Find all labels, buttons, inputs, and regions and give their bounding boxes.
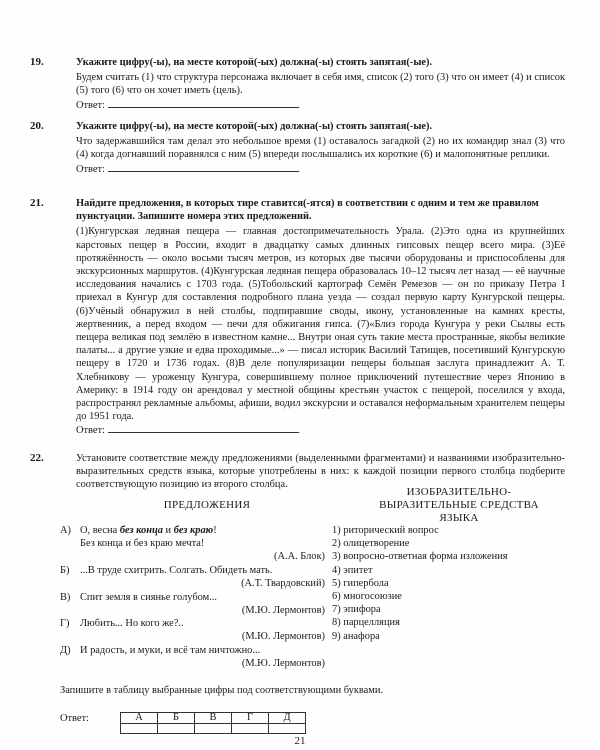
answer-dot: .: [297, 425, 301, 437]
answer-table: [120, 712, 306, 734]
task-text: (1)Кунгурская ледяная пещера — главная достопримечательность Урала. (2)Это одна из крупнейших карстовых пещер в России, входит в двадцатку самых длинных гипсовых пещер всего мира. (3)Её протяжённость — около восьми тысяч метров, из которых две тысячи оборудованы и приспособлены для экскурсионных маршрутов. (4)Кунгурская ледяная пещера образовалась 10–12 тысяч лет назад — её научные исследования начались с 1703 года. (5)Тобольский картограф Семён Ремезов — он по приказу Петра I приехал в Кунгур для составления подробного плана уезда — создал первую карту Кунгурской пещеры. (6)Учёный обнаружил в ней столбы, подпиравшие своды, икону, установленные на камнях кресты, жертвенник, а перед входом — печи для обжигания гипса. (7)«Близ города Кунгура у реки Сылвы есть пещера великая под землёю в известном камне... Внутри оная суть такие места пространные, якобы великие палаты... а другие узкие и едва проходимые...» — писал историк Василий Татищев, посетивший Кунгурскую пещеру в 1720 и 1736 годах. (8)В деле популяризации пещеры большая заслуга принадлежит А. Т. Хлебникову — уроженцу Кунгура, совершившему полное приключений путешествие через Японию в Америку: в 1914 году он арендовал у местной общины крестьян участок с пещерой, поселился у входа, распространял рекламные альбомы, афиши, водил экскурсии и оставался неформальным хранителем пещеры до 1951 года.: [76, 226, 565, 423]
sentence-text: ...В труде схитрить. Солгать. Обидеть мать.: [80, 565, 273, 576]
sentence-text: И радость, и муки, и всё там ничтожно...: [80, 645, 261, 656]
sentence-author: (А.А. Блок): [274, 551, 325, 563]
device-item: 5) гипербола: [332, 577, 389, 589]
question-part: Найдите предложения, в которых: [76, 198, 237, 209]
device-item: 8) парцелляция: [332, 617, 400, 629]
sentence-author: (А.Т. Твардовский): [241, 578, 325, 590]
answer-table-block: [60, 712, 306, 734]
text-part: О, весна: [80, 525, 120, 536]
sentence-g: [60, 617, 325, 643]
sentence-letter: Г): [60, 618, 70, 629]
table-letter-cell: В: [195, 713, 232, 724]
table-header-row: [121, 713, 306, 724]
task-question: Укажите цифру(-ы), на месте которой(-ых) должна(-ы) стоять запятая(-ые).: [76, 121, 433, 132]
sentence-letter: А): [60, 525, 71, 536]
highlighted-fragment: без краю: [173, 525, 214, 536]
sentence-letter: Б): [60, 565, 70, 576]
answer-dot: .: [297, 163, 301, 175]
task-text: Будем считать (1) что структура персонажа включает в себя имя, список (2) того (3) что он имеет (4) и список (5) того (6) что он хочет иметь (цель).: [76, 72, 565, 97]
heading-line: ИЗОБРАЗИТЕЛЬНО-: [406, 486, 512, 498]
table-answer-cell[interactable]: [121, 724, 158, 734]
sentence-v: [60, 591, 325, 617]
answer-label: Ответ:: [60, 713, 89, 724]
device-item: 1) риторический вопрос: [332, 525, 439, 536]
task-21: [30, 197, 565, 438]
page-number: 21: [294, 735, 306, 747]
answer-label: Ответ:: [76, 99, 105, 111]
left-column-heading: ПРЕДЛОЖЕНИЯ: [163, 499, 251, 511]
devices-list: [332, 524, 562, 643]
heading-line: ЯЗЫКА: [439, 512, 479, 524]
sentence-d: [60, 644, 325, 670]
task-question: Укажите цифру(-ы), на месте которой(-ых) должна(-ы) стоять запятая(-ые).: [76, 57, 433, 68]
device-item: 4) эпитет: [332, 564, 373, 576]
sentence-letter: Д): [60, 645, 71, 656]
table-letter-cell: Б: [158, 713, 195, 724]
table-answer-row: [121, 724, 306, 734]
task-question: [76, 197, 565, 223]
table-answer-cell[interactable]: [269, 724, 306, 734]
sentence-author: (М.Ю. Лермонтов): [241, 658, 325, 670]
task-20: [30, 120, 565, 176]
task-text: Что задержавшийся там делал это небольшое время (1) оставалось загадкой (2) но их командир знал (3) что (4) когда догнавший поравнялся с ним (5) впереди послышались их короткие (6) и малопонятные реплики.: [76, 136, 565, 161]
text-part: и: [162, 525, 174, 536]
answer-label: Ответ:: [76, 425, 105, 437]
table-letter-cell: Г: [232, 713, 269, 724]
answer-dot: .: [297, 99, 301, 111]
right-column-heading: [354, 486, 564, 525]
device-item: 6) многосоюзие: [332, 591, 402, 603]
sentence-text: [80, 524, 325, 537]
answer-line[interactable]: [108, 162, 298, 172]
sentence-b: [60, 564, 325, 590]
highlighted-fragment: без конца: [119, 525, 163, 536]
sentence-text: Любить... Но кого же?..: [80, 618, 184, 629]
answer-line[interactable]: [108, 423, 298, 433]
sentence-text-line2: Без конца и без краю мечта!: [80, 538, 205, 550]
device-item: 2) олицетворение: [332, 538, 410, 550]
heading-line: ВЫРАЗИТЕЛЬНЫЕ СРЕДСТВА: [379, 499, 539, 511]
question-part: ставится(-ятся) в соответствии с одним и тем же правилом пунктуации. Запишите номера этих предложений.: [76, 198, 539, 223]
text-part: !: [213, 525, 217, 536]
table-answer-cell[interactable]: [158, 724, 195, 734]
answer-line[interactable]: [108, 98, 298, 108]
device-item: 3) вопросно-ответная форма изложения: [332, 551, 508, 563]
task-number: 20.: [30, 120, 44, 132]
sentence-letter: В): [60, 592, 71, 603]
sentence-text: Спит земля в сиянье голубом...: [80, 592, 217, 603]
task-number: 19.: [30, 56, 44, 68]
table-answer-cell[interactable]: [232, 724, 269, 734]
sentence-a: [60, 524, 325, 564]
answer-label: Ответ:: [76, 163, 105, 175]
table-letter-cell: Д: [269, 713, 306, 724]
task-number: 22.: [30, 452, 44, 464]
question-emphasis: тире: [236, 198, 259, 209]
task-number: 21.: [30, 197, 44, 209]
task-question: Установите соответствие между предложениями (выделенными фрагментами) и названиями изобразительно-выразительных средств языка, которые употреблены в них: к каждой позиции первого столбца подберите соответствующую позицию из второго столбца.: [76, 453, 565, 491]
device-item: 7) эпифора: [332, 604, 381, 616]
table-instruction: Запишите в таблицу выбранные цифры под соответствующими буквами.: [60, 685, 384, 696]
table-letter-cell: А: [121, 713, 158, 724]
sentence-author: (М.Ю. Лермонтов): [241, 631, 325, 643]
sentence-author: (М.Ю. Лермонтов): [241, 605, 325, 617]
answer-row: [76, 162, 565, 176]
answer-row: [76, 98, 565, 112]
answer-row: [76, 423, 565, 437]
device-item: 9) анафора: [332, 630, 380, 642]
task-19: [30, 56, 565, 112]
table-answer-cell[interactable]: [195, 724, 232, 734]
